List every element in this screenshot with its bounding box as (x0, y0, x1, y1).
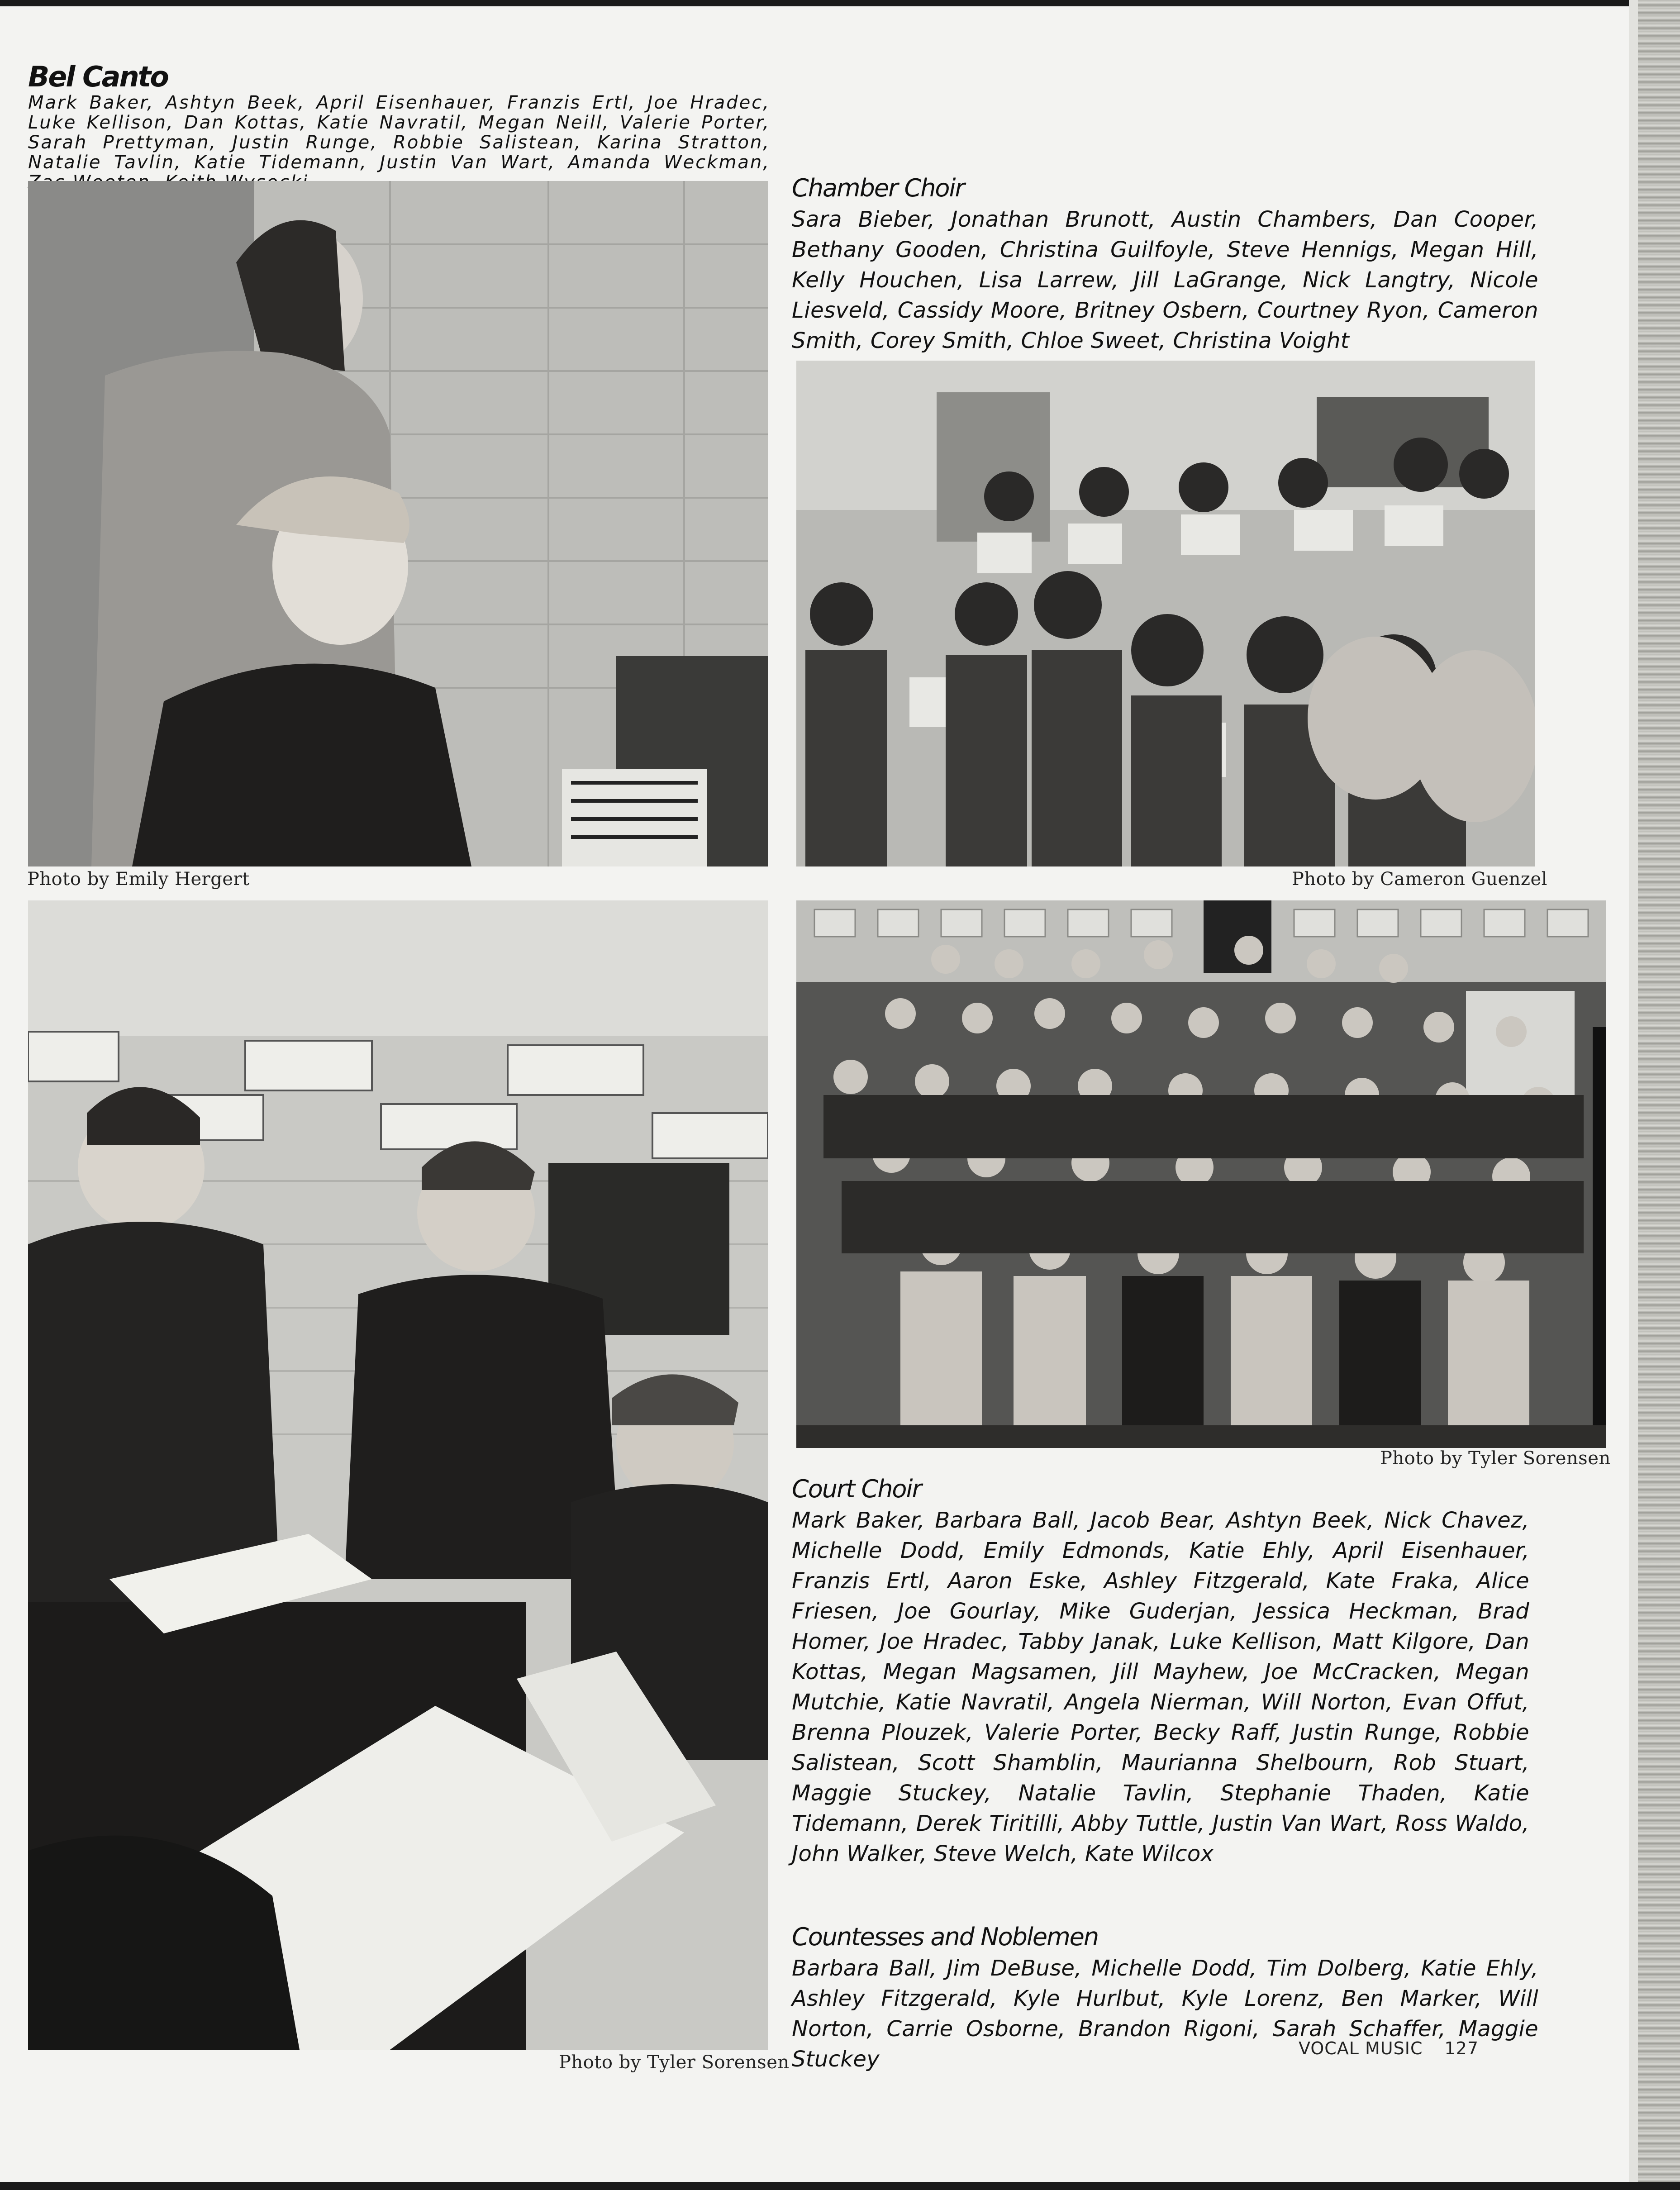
member-names: Mark Baker, Barbara Ball, Jacob Bear, Ashtyn Beek, Nick Chavez, Michelle Dodd, Emily Edmonds, Katie Ehly, April Eisenhauer, Franzis Ertl, Aaron Eske, Ashley Fitzgerald, Kate Fraka, Alice Friesen, Joe Gourlay, Mike Guderjan, Jessica Heckman, Brad Homer, Joe Hradec, Tabby Janak, Luke Kellison, Matt Kilgore, Dan Kottas, Megan Magsamen, Jill Mayhew, Joe McCracken, Megan Mutchie, Katie Navratil, Angela Nierman, Will Norton, Evan Offut, Brenna Plouzek, Valerie Porter, Becky Raff, Justin Runge, Robbie Salistean, Scott Shamblin, Maurianna Shelbourn, Rob Stuart, Maggie Stuckey, Natalie Tavlin, Stephanie Thaden, Katie Tidemann, Derek Tiritilli, Abby Tuttle, Justin Van Wart, Ross Waldo, John Walker, Steve Welch, Kate Wilcox (792, 1508, 1529, 1866)
photo-boys-at-piano (28, 900, 768, 2050)
photo-bel-canto-image (28, 181, 768, 866)
photo-boys-piano-image (28, 900, 768, 2050)
photo-credit: Photo by Tyler Sorensen (1380, 1448, 1611, 1469)
photo-chamber-choir-rehearsal (796, 361, 1535, 866)
section-court-choir (792, 1473, 1529, 1869)
page-top-edge (0, 0, 1680, 6)
photo-court-choir-group (796, 900, 1606, 1448)
photo-credit: Photo by Tyler Sorensen (559, 2052, 790, 2073)
page-bottom-edge (0, 2182, 1680, 2190)
section-bel-canto (28, 61, 770, 192)
photo-bel-canto-piano (28, 181, 768, 866)
member-names: Barbara Ball, Jim DeBuse, Michelle Dodd, Tim Dolberg, Katie Ehly, Ashley Fitzgerald, Kyle Hurlbut, Kyle Lorenz, Ben Marker, Will Norton, Carrie Osborne, Brandon Rigoni, Sarah Schaffer, Maggie Stuckey (792, 1956, 1538, 2072)
member-names: Mark Baker, Ashtyn Beek, April Eisenhauer, Franzis Ertl, Joe Hradec, Luke Kellison, Dan Kottas, Katie Navratil, Megan Neill, Valerie Porter, Sarah Prettyman, Justin Runge, Robbie Salistean, Karina Stratton, Natalie Tavlin, Katie Tidemann, Justin Van Wart, Amanda Weckman, (28, 92, 770, 173)
member-names: Sara Bieber, Jonathan Brunott, Austin Chambers, Dan Cooper, Bethany Gooden, Christina Guilfoyle, Steve Hennigs, Megan Hill, Kelly Houchen, Lisa Larrew, Jill LaGrange, Nick Langtry, Nicole Liesveld, Cassidy Moore, Britney Osbern, Courtney Ryon, Cameron Smith, Corey Smith, Chloe Sweet, Christina Voight (792, 207, 1538, 353)
photo-chamber-choir-image (796, 361, 1535, 866)
section-title: Chamber Choir (792, 174, 964, 202)
footer-section-name: VOCAL MUSIC (1299, 2038, 1423, 2058)
page-footer (1299, 2038, 1479, 2058)
page-binding-shadow (1629, 0, 1638, 2190)
page-number: 127 (1444, 2038, 1479, 2058)
section-title: Countesses and Noblemen (792, 1923, 1099, 1951)
section-chamber-choir (792, 172, 1538, 356)
page-binding-edge (1638, 0, 1680, 2190)
section-title: Bel Canto (28, 60, 168, 93)
section-title: Court Choir (792, 1475, 921, 1503)
photo-credit: Photo by Emily Hergert (27, 869, 250, 890)
photo-court-choir-image (796, 900, 1606, 1448)
photo-credit: Photo by Cameron Guenzel (1292, 869, 1547, 890)
